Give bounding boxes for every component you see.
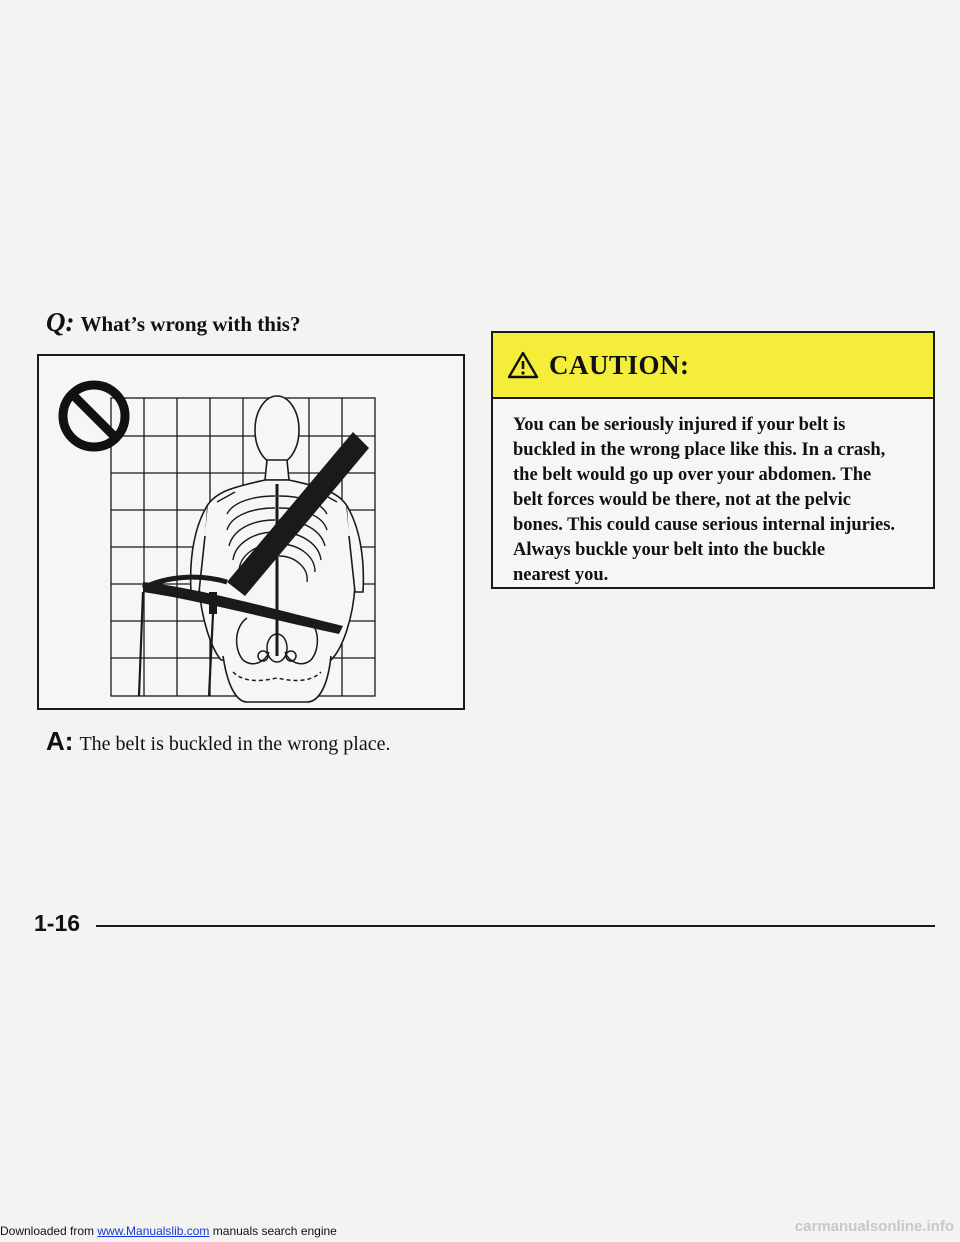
caution-line: bones. This could cause serious internal injuries. [513, 515, 896, 535]
question-letter: Q: [46, 307, 75, 337]
skeleton-belt-drawing [39, 356, 463, 708]
question [46, 307, 300, 338]
caution-line: You can be seriously injured if your belt is [513, 415, 846, 435]
outboard-strap [139, 592, 143, 696]
buckle [209, 592, 217, 614]
page-number: 1-16 [34, 910, 81, 936]
caution-line: buckled in the wrong place like this. In a crash, [513, 440, 886, 460]
answer-letter: A: [46, 726, 74, 756]
no-symbol-icon [63, 385, 125, 447]
site-watermark: carmanualsonline.info [794, 1218, 954, 1235]
caution-text [493, 399, 933, 588]
manualslib-link[interactable]: www.Manualslib.com [97, 1224, 210, 1238]
caution-line: belt forces would be there, not at the pelvic [513, 490, 851, 510]
caution-line: Always buckle your belt into the buckle [513, 540, 826, 560]
footer-suffix: manuals search engine [209, 1224, 337, 1238]
warning-triangle-icon [507, 351, 539, 379]
caution-title: CAUTION: [549, 349, 690, 380]
answer-text: The belt is buckled in the wrong place. [79, 733, 391, 755]
caution-box [491, 331, 935, 589]
caution-line: the belt would go up over your abdomen. The [513, 465, 872, 485]
belt-illustration [37, 354, 465, 710]
footer-prefix: Downloaded from [0, 1224, 98, 1238]
caution-header [493, 333, 933, 399]
caution-line: nearest you. [513, 565, 609, 585]
download-footer [0, 1224, 337, 1238]
answer [46, 726, 390, 757]
footer-rule [96, 925, 935, 927]
question-text: What’s wrong with this? [80, 312, 301, 336]
